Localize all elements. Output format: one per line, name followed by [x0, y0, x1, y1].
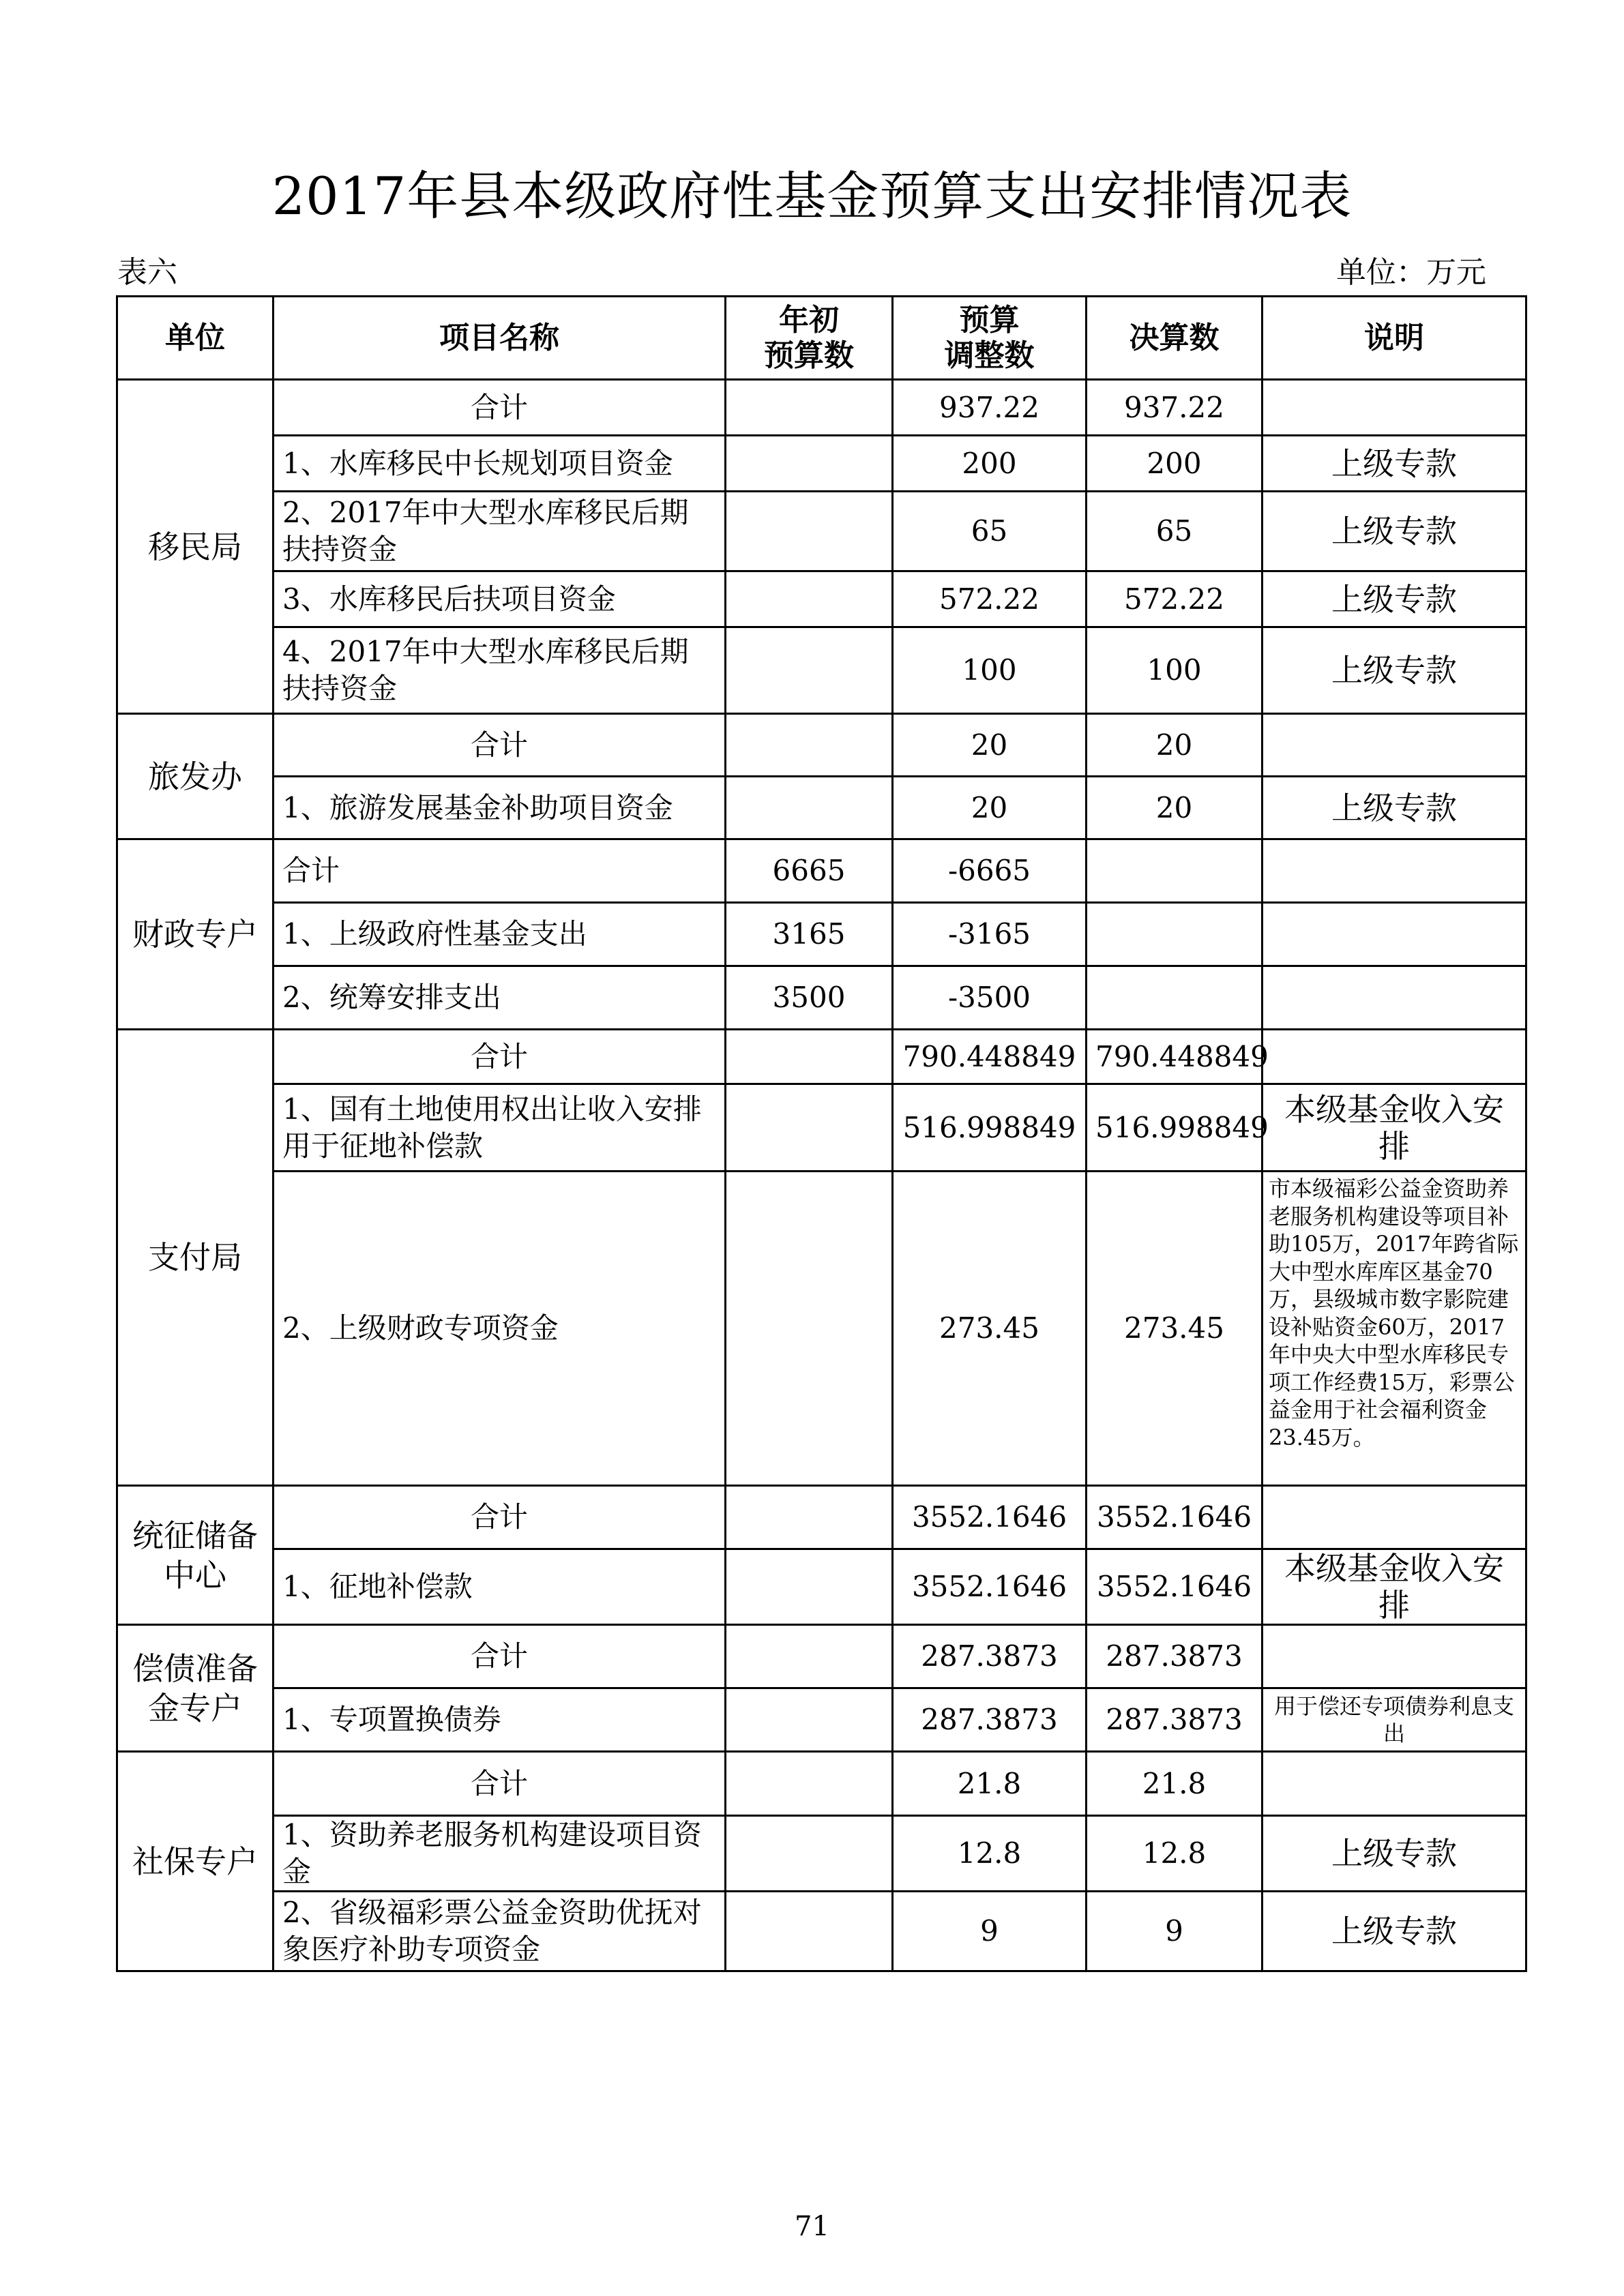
long-note-text: 市本级福彩公益金资助养老服务机构建设等项目补助105万，2017年跨省际大中型水库库区基金70万，县级城市数字影院建设补贴资金60万，2017年中央大中型水库移民专项工作经费15万，彩票公益金用于社会福利资金23.45万。 — [1269, 1176, 1519, 1450]
initial-cell — [726, 492, 893, 571]
table-row — [117, 1084, 1526, 1172]
item-cell: 1、旅游发展基金补助项目资金 — [274, 777, 726, 839]
final-cell: 100 — [1087, 627, 1263, 714]
final-cell: 572.22 — [1087, 571, 1263, 627]
item-cell: 合计 — [274, 1486, 726, 1549]
table-row — [117, 492, 1526, 571]
unit-cell: 旅发办 — [117, 714, 274, 839]
adjust-cell: 12.8 — [893, 1816, 1087, 1892]
unit-cell: 支付局 — [117, 1030, 274, 1486]
note-cell — [1263, 839, 1526, 903]
table-row — [117, 966, 1526, 1030]
note-cell — [1263, 1030, 1526, 1084]
initial-cell — [726, 1084, 893, 1172]
table-row — [117, 1752, 1526, 1816]
header-row — [117, 297, 1526, 380]
adjust-cell: 65 — [893, 492, 1087, 571]
final-cell — [1087, 966, 1263, 1030]
sheet-number: 表六 — [117, 255, 177, 290]
final-cell: 200 — [1087, 436, 1263, 492]
adjust-cell: 3552.1646 — [893, 1486, 1087, 1549]
header-item: 项目名称 — [274, 297, 726, 380]
final-cell: 3552.1646 — [1087, 1549, 1263, 1625]
adjust-cell: 572.22 — [893, 571, 1087, 627]
item-cell: 1、水库移民中长规划项目资金 — [274, 436, 726, 492]
item-cell: 合计 — [274, 1752, 726, 1816]
final-cell — [1087, 839, 1263, 903]
note-cell — [1263, 714, 1526, 777]
adjust-cell: -3500 — [893, 966, 1087, 1030]
initial-cell: 3165 — [726, 903, 893, 966]
table-row — [117, 571, 1526, 627]
initial-cell — [726, 627, 893, 714]
initial-cell — [726, 1549, 893, 1625]
adjust-cell: 287.3873 — [893, 1688, 1087, 1752]
table-row — [117, 1486, 1526, 1549]
initial-cell — [726, 436, 893, 492]
adjust-cell: 273.45 — [893, 1172, 1087, 1486]
table-row — [117, 1625, 1526, 1688]
adjust-cell: 790.448849 — [893, 1030, 1087, 1084]
final-cell: 287.3873 — [1087, 1688, 1263, 1752]
adjust-cell: -3165 — [893, 903, 1087, 966]
table-row — [117, 1172, 1526, 1486]
initial-cell — [726, 1816, 893, 1892]
table-row — [117, 436, 1526, 492]
unit-cell: 社保专户 — [117, 1752, 274, 1971]
table-row — [117, 1816, 1526, 1892]
adjust-cell: 20 — [893, 714, 1087, 777]
final-cell: 20 — [1087, 714, 1263, 777]
adjust-cell: 3552.1646 — [893, 1549, 1087, 1625]
final-cell — [1087, 903, 1263, 966]
header-final-accounts: 决算数 — [1087, 297, 1263, 380]
table-row — [117, 839, 1526, 903]
initial-cell — [726, 1486, 893, 1549]
item-cell: 合计 — [274, 380, 726, 436]
header-note: 说明 — [1263, 297, 1526, 380]
note-cell: 上级专款 — [1263, 436, 1526, 492]
unit-cell: 统征储备中心 — [117, 1486, 274, 1625]
initial-cell — [726, 777, 893, 839]
note-cell — [1263, 1172, 1526, 1486]
note-cell: 上级专款 — [1263, 571, 1526, 627]
final-cell: 937.22 — [1087, 380, 1263, 436]
final-cell: 65 — [1087, 492, 1263, 571]
table-row — [117, 1030, 1526, 1084]
note-cell — [1263, 1625, 1526, 1688]
initial-cell — [726, 1752, 893, 1816]
item-cell: 1、专项置换债券 — [274, 1688, 726, 1752]
note-cell: 本级基金收入安排 — [1263, 1549, 1526, 1625]
adjust-cell: 21.8 — [893, 1752, 1087, 1816]
adjust-cell: -6665 — [893, 839, 1087, 903]
item-cell: 2、统筹安排支出 — [274, 966, 726, 1030]
initial-cell — [726, 714, 893, 777]
note-cell: 上级专款 — [1263, 1892, 1526, 1971]
initial-cell — [726, 1625, 893, 1688]
item-cell: 3、水库移民后扶项目资金 — [274, 571, 726, 627]
unit-cell: 偿债准备金专户 — [117, 1625, 274, 1752]
unit-label: 单位：万元 — [1336, 255, 1486, 290]
page-number: 71 — [795, 2211, 829, 2242]
item-cell: 合计 — [274, 839, 726, 903]
header-adjusted-budget — [893, 297, 1087, 380]
initial-cell — [726, 571, 893, 627]
table-row — [117, 714, 1526, 777]
note-cell — [1263, 966, 1526, 1030]
final-cell: 12.8 — [1087, 1816, 1263, 1892]
table-row — [117, 627, 1526, 714]
item-cell: 1、国有土地使用权出让收入安排用于征地补偿款 — [274, 1084, 726, 1172]
table-row — [117, 1892, 1526, 1971]
note-cell — [1263, 903, 1526, 966]
note-cell — [1263, 1486, 1526, 1549]
note-cell: 本级基金收入安排 — [1263, 1084, 1526, 1172]
item-cell: 2、省级福彩票公益金资助优抚对象医疗补助专项资金 — [274, 1892, 726, 1971]
item-cell: 合计 — [274, 714, 726, 777]
initial-cell: 3500 — [726, 966, 893, 1030]
table-row — [117, 1688, 1526, 1752]
initial-cell — [726, 380, 893, 436]
table-row — [117, 1549, 1526, 1625]
initial-cell — [726, 1172, 893, 1486]
final-cell: 516.998849 — [1087, 1084, 1263, 1172]
page-title: 2017年县本级政府性基金预算支出安排情况表 — [271, 166, 1353, 226]
unit-cell: 移民局 — [117, 380, 274, 714]
adjust-cell: 937.22 — [893, 380, 1087, 436]
header-unit: 单位 — [117, 297, 274, 380]
item-cell: 1、资助养老服务机构建设项目资金 — [274, 1816, 726, 1892]
budget-table — [116, 295, 1527, 1972]
adjust-cell: 20 — [893, 777, 1087, 839]
item-cell: 4、2017年中大型水库移民后期扶持资金 — [274, 627, 726, 714]
item-cell: 2、上级财政专项资金 — [274, 1172, 726, 1486]
final-cell: 3552.1646 — [1087, 1486, 1263, 1549]
item-cell: 1、上级政府性基金支出 — [274, 903, 726, 966]
final-cell: 287.3873 — [1087, 1625, 1263, 1688]
adjust-cell: 200 — [893, 436, 1087, 492]
initial-cell — [726, 1892, 893, 1971]
adjust-cell: 100 — [893, 627, 1087, 714]
adjust-cell: 287.3873 — [893, 1625, 1087, 1688]
final-cell: 20 — [1087, 777, 1263, 839]
header-initial-budget — [726, 297, 893, 380]
item-cell: 1、征地补偿款 — [274, 1549, 726, 1625]
final-cell: 273.45 — [1087, 1172, 1263, 1486]
initial-cell — [726, 1030, 893, 1084]
header-initial-line2: 预算数 — [764, 338, 854, 373]
item-cell: 合计 — [274, 1625, 726, 1688]
item-cell: 合计 — [274, 1030, 726, 1084]
adjust-cell: 9 — [893, 1892, 1087, 1971]
header-adjust-line2: 调整数 — [944, 338, 1035, 373]
unit-cell: 财政专户 — [117, 839, 274, 1030]
initial-cell: 6665 — [726, 839, 893, 903]
item-cell: 2、2017年中大型水库移民后期扶持资金 — [274, 492, 726, 571]
initial-cell — [726, 1688, 893, 1752]
note-cell: 上级专款 — [1263, 777, 1526, 839]
header-initial-line1: 年初 — [779, 302, 839, 338]
note-cell — [1263, 380, 1526, 436]
note-cell — [1263, 1752, 1526, 1816]
table-row — [117, 903, 1526, 966]
header-adjust-line1: 预算 — [959, 302, 1020, 338]
note-cell: 上级专款 — [1263, 1816, 1526, 1892]
final-cell: 21.8 — [1087, 1752, 1263, 1816]
table-row — [117, 777, 1526, 839]
note-cell: 用于偿还专项债券利息支出 — [1263, 1688, 1526, 1752]
table-row — [117, 380, 1526, 436]
note-cell: 上级专款 — [1263, 492, 1526, 571]
adjust-cell: 516.998849 — [893, 1084, 1087, 1172]
final-cell: 9 — [1087, 1892, 1263, 1971]
note-cell: 上级专款 — [1263, 627, 1526, 714]
final-cell: 790.448849 — [1087, 1030, 1263, 1084]
